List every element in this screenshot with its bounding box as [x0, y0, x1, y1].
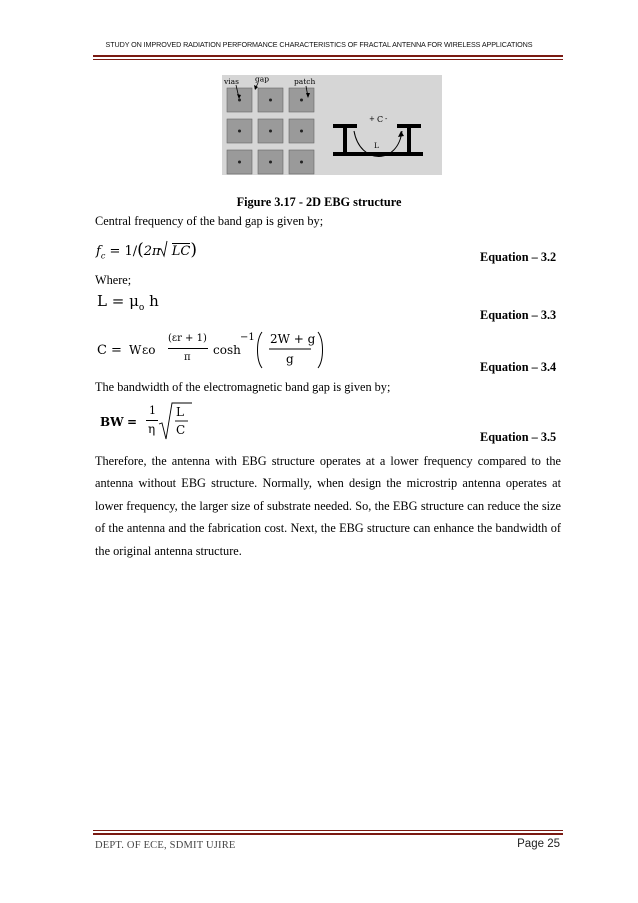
right-via [407, 128, 411, 152]
eq32-lc: LC [171, 244, 191, 259]
eq34-fraction-bar [168, 348, 208, 349]
via [238, 99, 241, 102]
eq34-cosh: cosh [213, 343, 241, 357]
eq32-close: ) [190, 240, 197, 260]
figure-caption: Figure 3.17 - 2D EBG structure [236, 195, 402, 209]
equation-3-4 [96, 328, 326, 370]
eq32-eq: = 1/ [109, 244, 138, 259]
label-l: L [374, 141, 379, 150]
eq35-c: C [176, 423, 186, 437]
right-patch-section [397, 124, 421, 128]
left-via [343, 128, 347, 152]
patch-grid [227, 88, 314, 174]
equation-label-3-3: Equation – 3.3 [480, 308, 557, 322]
equation-label-3-4: Equation – 3.4 [480, 360, 557, 374]
label-c: C [377, 115, 384, 124]
eq33-mu-sub: o [138, 303, 145, 313]
via [300, 99, 303, 102]
eq35-one: 1 [149, 404, 156, 417]
label-plus: + [369, 115, 375, 123]
eq34-lhs: C [97, 343, 107, 358]
eq34-frac2-num: 2W + g [270, 332, 316, 346]
eq33-lhs: L [97, 292, 107, 310]
eq34-frac2-den: g [286, 352, 294, 366]
ground-plane [333, 152, 423, 156]
header-rule-thick [93, 55, 563, 57]
label-patch: patch [294, 77, 316, 86]
label-vias: vias [224, 77, 239, 86]
eq35-eq: = [127, 415, 138, 429]
equation-label-3-5: Equation – 3.5 [480, 430, 557, 444]
eq32-lhs-sub: c [100, 251, 106, 261]
equation-3-5 [100, 402, 200, 442]
running-header: STUDY ON IMPROVED RADIATION PERFORMANCE CHARACTERISTICS OF FRACTAL ANTENNA FOR WIRELESS APPLICATIONS [105, 40, 533, 49]
via [269, 161, 272, 164]
eq33-h: h [149, 292, 159, 310]
eq32-lhs: f [96, 244, 101, 259]
intro-bandwidth: The bandwidth of the electromagnetic band gap is given by; [95, 380, 391, 394]
label-minus: - [385, 115, 388, 123]
ebg-figure-drawing [222, 75, 442, 175]
equation-3-3 [97, 292, 159, 313]
eq35-fraction-bar [146, 420, 158, 421]
where-label: Where; [95, 273, 132, 287]
equation-3-2 [96, 240, 197, 262]
eq34-inverse: −1 [240, 332, 255, 343]
sqrt-sign [158, 240, 168, 258]
eq32-two-pi: 2π [143, 244, 161, 259]
footer-rule-thick [93, 833, 563, 835]
left-patch-section [333, 124, 357, 128]
eq35-sqrt [158, 402, 192, 442]
equation-label-3-2: Equation – 3.2 [480, 250, 557, 264]
eq34-eq: = [111, 343, 122, 358]
eq34-eps: εo [142, 343, 156, 357]
eq34-w: W [129, 343, 142, 357]
footer-page-number: Page 25 [517, 838, 560, 850]
conclusion-paragraph: Therefore, the antenna with EBG structure operates at a lower frequency compared to the antenna without EBG structure. Normally, when design the microstrip antenna operates at lower frequency, the larger size of substrate needed. So, the EBG structure can reduce the size of the antenna and the fabrication cost. Next, the EBG structure can enhance the bandwidth of the original antenna structure. [95, 454, 561, 558]
intro-central-frequency: Central frequency of the band gap is given by; [95, 214, 324, 228]
eq35-lhs: BW [100, 415, 124, 429]
eq32-open: ( [137, 240, 144, 260]
eq33-mu: μ [129, 292, 139, 310]
via [300, 130, 303, 133]
eq33-eq: = [111, 292, 125, 310]
via [269, 130, 272, 133]
eq34-den: π [184, 352, 191, 363]
header-rule-thin [93, 59, 563, 60]
via [238, 161, 241, 164]
eq34-num: (εr + 1) [168, 333, 207, 344]
via [238, 130, 241, 133]
via [300, 161, 303, 164]
eq35-eta: η [148, 422, 156, 436]
eq32-sqrt [161, 244, 191, 259]
label-gap: gap [255, 75, 270, 84]
footer-department: DEPT. OF ECE, SDMIT UJIRE [95, 840, 236, 851]
ebg-figure [222, 75, 442, 175]
footer-rule-thin [93, 830, 563, 831]
eq35-l: L [176, 405, 184, 419]
via [269, 99, 272, 102]
